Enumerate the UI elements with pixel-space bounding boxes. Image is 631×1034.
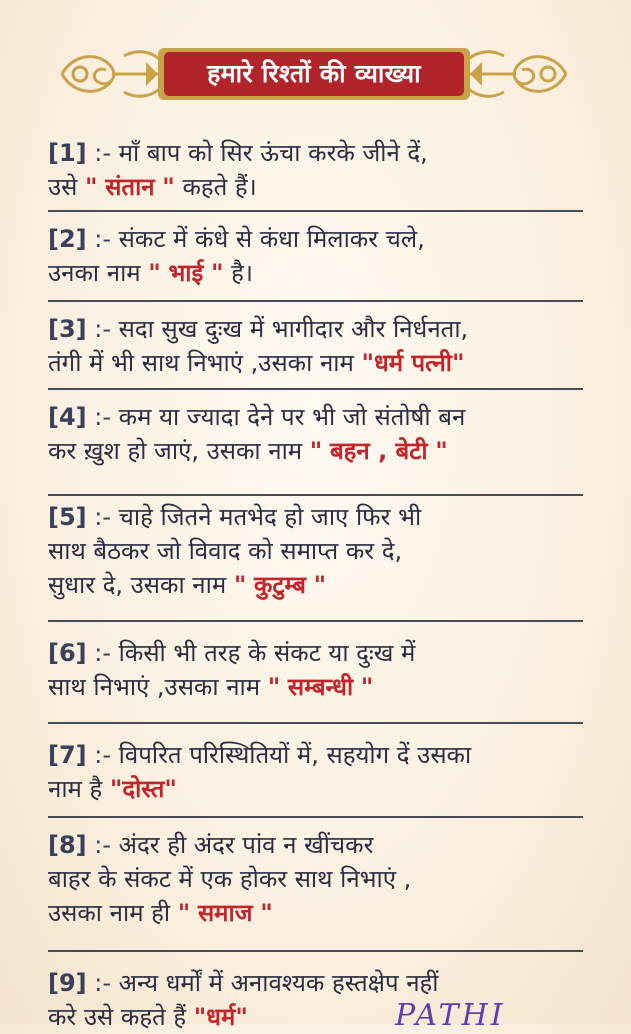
list-item (48, 312, 588, 380)
item-text: कम या ज्यादा देने पर भी जो संतोषी बन (118, 403, 466, 431)
item-text: उसे (48, 173, 78, 201)
item-text: संकट में कंधे से कंधा मिलाकर चले, (118, 225, 425, 253)
item-separator: :- (94, 139, 112, 167)
item-text: कर ख़ुश हो जाएं, उसका नाम (48, 437, 303, 465)
item-line: उनका नाम " भाई " है। (48, 259, 253, 287)
item-line: उसका नाम ही " समाज " (48, 899, 273, 927)
list-item (48, 400, 588, 468)
item-line: कर ख़ुश हो जाएं, उसका नाम " बहन , बेटी " (48, 437, 448, 465)
item-number: [8] (48, 831, 87, 859)
item-text: कहते हैं। (182, 173, 257, 201)
divider (48, 210, 583, 212)
item-line: साथ निभाएं ,उसका नाम " सम्बन्धी " (48, 673, 374, 701)
item-text: है। (231, 259, 253, 287)
item-text: सदा सुख दुःख में भागीदार और निर्धनता, (118, 315, 469, 343)
item-text: चाहे जितने मतभेद हो जाए फिर भी (118, 503, 422, 531)
item-separator: :- (94, 225, 112, 253)
item-line (48, 500, 588, 534)
item-text: अंदर ही अंदर पांव न खींचकर (118, 831, 374, 859)
item-text: उसका नाम ही (48, 899, 171, 927)
item-number: [5] (48, 503, 87, 531)
watermark: PATHI (395, 998, 506, 1033)
item-line (48, 966, 588, 1000)
item-text: करे उसे कहते हैं (48, 1003, 187, 1031)
relation-term: बहन , बेटी (329, 437, 428, 465)
item-separator: :- (94, 315, 112, 343)
divider (48, 816, 583, 818)
item-line: नाम है "दोस्त" (48, 775, 177, 803)
item-line (48, 222, 588, 256)
relation-term: संतान (105, 173, 155, 201)
list-item (48, 222, 588, 290)
item-text: नाम है (48, 775, 103, 803)
item-line (48, 828, 588, 862)
page-title: हमारे रिश्तों की व्याख्या (207, 59, 421, 88)
item-line (48, 136, 588, 170)
item-line: उसे " संतान " कहते हैं। (48, 173, 257, 201)
item-text: उनका नाम (48, 259, 141, 287)
item-separator: :- (94, 403, 112, 431)
item-separator: :- (94, 503, 112, 531)
item-separator: :- (94, 741, 112, 769)
item-text: सुधार दे, उसका नाम (48, 571, 227, 599)
relation-term: भाई (168, 259, 204, 287)
item-line: करे उसे कहते हैं "धर्म" (48, 1003, 248, 1031)
item-number: [6] (48, 639, 87, 667)
list-item (48, 500, 588, 602)
relation-term: धर्म पत्नी (374, 349, 453, 377)
item-line: सुधार दे, उसका नाम " कुटुम्ब " (48, 571, 327, 599)
divider (48, 494, 583, 496)
item-text: तंगी में भी साथ निभाएं ,उसका नाम (48, 349, 354, 377)
divider (48, 300, 583, 302)
item-number: [3] (48, 315, 87, 343)
item-line (48, 400, 588, 434)
item-text: माँ बाप को सिर ऊंचा करके जीने दें, (118, 139, 428, 167)
item-separator: :- (94, 639, 112, 667)
item-line: बाहर के संकट में एक होकर साथ निभाएं , (48, 865, 412, 893)
item-text: किसी भी तरह के संकट या दुःख में (118, 639, 416, 667)
item-text: विपरित परिस्थितियों में, सहयोग दें उसका (118, 741, 472, 769)
divider (48, 950, 583, 952)
item-number: [2] (48, 225, 87, 253)
item-text: साथ निभाएं ,उसका नाम (48, 673, 261, 701)
divider (48, 620, 583, 622)
item-number: [1] (48, 139, 87, 167)
item-text: अन्य धर्मों में अनावश्यक हस्तक्षेप नहीं (118, 969, 439, 997)
item-number: [4] (48, 403, 87, 431)
list-item (48, 636, 588, 704)
item-number: [7] (48, 741, 87, 769)
relation-term: दोस्त (122, 775, 165, 803)
item-line: तंगी में भी साथ निभाएं ,उसका नाम "धर्म पत्नी" (48, 349, 465, 377)
item-number: [9] (48, 969, 87, 997)
list-item (48, 738, 588, 806)
relation-term: धर्म (206, 1003, 236, 1031)
item-line (48, 738, 588, 772)
divider (48, 722, 583, 724)
title-banner (54, 34, 574, 114)
item-separator: :- (94, 969, 112, 997)
relation-term: कुटुम्ब (253, 571, 307, 599)
item-line (48, 636, 588, 670)
list-item (48, 136, 588, 204)
item-separator: :- (94, 831, 112, 859)
item-line (48, 312, 588, 346)
list-item (48, 828, 588, 930)
relation-term: समाज (197, 899, 253, 927)
relation-term: सम्बन्धी (287, 673, 354, 701)
divider (48, 388, 583, 390)
item-line: साथ बैठकर जो विवाद को समाप्त कर दे, (48, 537, 403, 565)
